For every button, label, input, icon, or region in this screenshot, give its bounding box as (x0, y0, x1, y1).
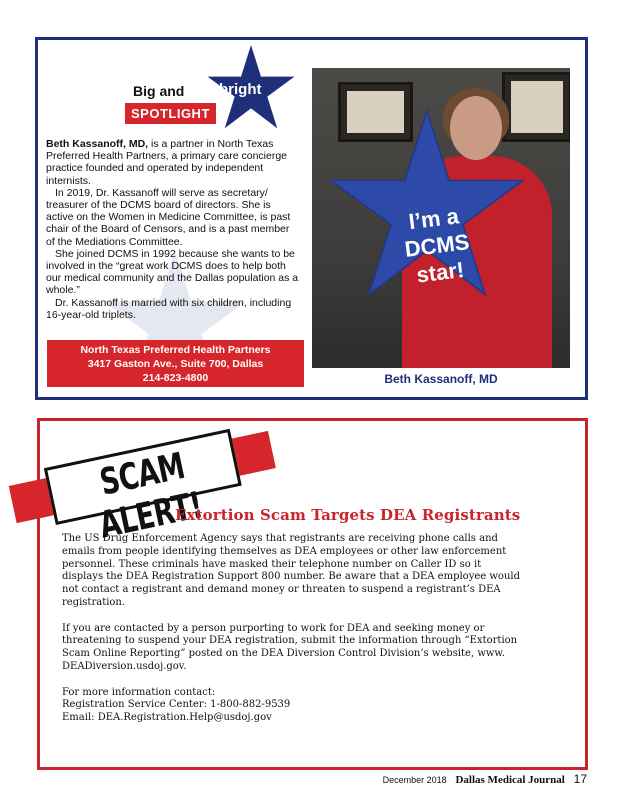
spotlight-logo (105, 45, 305, 130)
star-sign-text (377, 199, 496, 293)
star-sign-line-1: I’m a (407, 203, 461, 235)
bio-paragraph-1 (46, 138, 301, 187)
banner-text: SCAM ALERT! (95, 445, 207, 548)
bio-paragraph-3: She joined DCMS in 1992 because she wants to be involved in the “great work DCMS does to help both our medical community and the Dallas population as a whole.” (46, 247, 299, 297)
scam-p2-line: threatening to suspend your DEA registration, submit the information through “Extortion (62, 635, 518, 647)
page-footer (383, 772, 587, 786)
logo-spotlight: SPOTLIGHT (125, 103, 216, 124)
scam-paragraph-3 (62, 687, 562, 725)
scam-article-title: Extortion Scam Targets DEA Registrants (175, 506, 521, 524)
photo-caption: Beth Kassanoff, MD (384, 372, 498, 386)
bio-paragraph-2: In 2019, Dr. Kassanoff will serve as secretary/ treasurer of the DCMS board of directors. She is active on the Women in Medicine Committee, is past chair of the Board of Censors, and is a past member of the Mediations Committee. (46, 186, 291, 248)
bio-name: Beth Kassanoff, MD, (46, 138, 149, 150)
scam-contact-phone: Registration Service Center: 1-800-882-9539 (62, 699, 291, 711)
scam-p1-line: The US Drug Enforcement Agency says that registrants are receiving phone calls and (62, 533, 498, 544)
scam-p2-line: DEADiversion.usdoj.gov. (62, 660, 187, 672)
scam-p2-line: If you are contacted by a person purporting to work for DEA and seeking money or (62, 622, 485, 634)
logo-bright: bright (219, 81, 262, 98)
footer-journal-name: Dallas Medical Journal (455, 774, 565, 786)
bio-intro: is a partner in North Texas Preferred Health Partners, a primary care concierge practice founded and operated by independent internists. (46, 138, 288, 187)
scam-article-body (62, 533, 562, 738)
contact-practice: North Texas Preferred Health Partners (80, 344, 271, 356)
scam-paragraph-1 (62, 533, 562, 610)
scam-contact-email: Email: DEA.Registration.Help@usdoj.gov (62, 712, 272, 724)
scam-p1-line: registration. (62, 596, 126, 608)
bio-paragraph-4: Dr. Kassanoff is married with six children, including 16-year-old triplets. (46, 296, 292, 321)
spotlight-bio (46, 138, 301, 321)
portrait-photo (312, 68, 570, 368)
scam-paragraph-2 (62, 623, 562, 674)
scam-p1-line: not contact a registrant and demand money or threaten to suspend a registrant’s DEA (62, 584, 501, 596)
scam-p1-line: personnel. These criminals have masked their telephone number on Caller ID so it (62, 558, 482, 570)
scam-p2-line: Scam Online Reporting” posted on the DEA Diversion Control Division’s website, www. (62, 648, 505, 660)
scam-p1-line: emails from people identifying themselves as DEA employees or other law enforcement (62, 545, 507, 557)
star-sign-line-3: star! (415, 256, 466, 288)
contact-box (47, 340, 304, 387)
star-sign-line-2: DCMS (403, 229, 471, 262)
page-number: 17 (573, 772, 587, 786)
footer-date: December 2018 (382, 775, 447, 785)
contact-phone: 214-823-4800 (142, 372, 209, 384)
scam-p1-line: displays the DEA Registration Support 800 number. Be aware that a DEA employee would (62, 571, 520, 583)
logo-big-and: Big and (133, 83, 185, 99)
scam-p3-line: For more information contact: (62, 686, 216, 698)
contact-address: 3417 Gaston Ave., Suite 700, Dallas (87, 358, 264, 370)
